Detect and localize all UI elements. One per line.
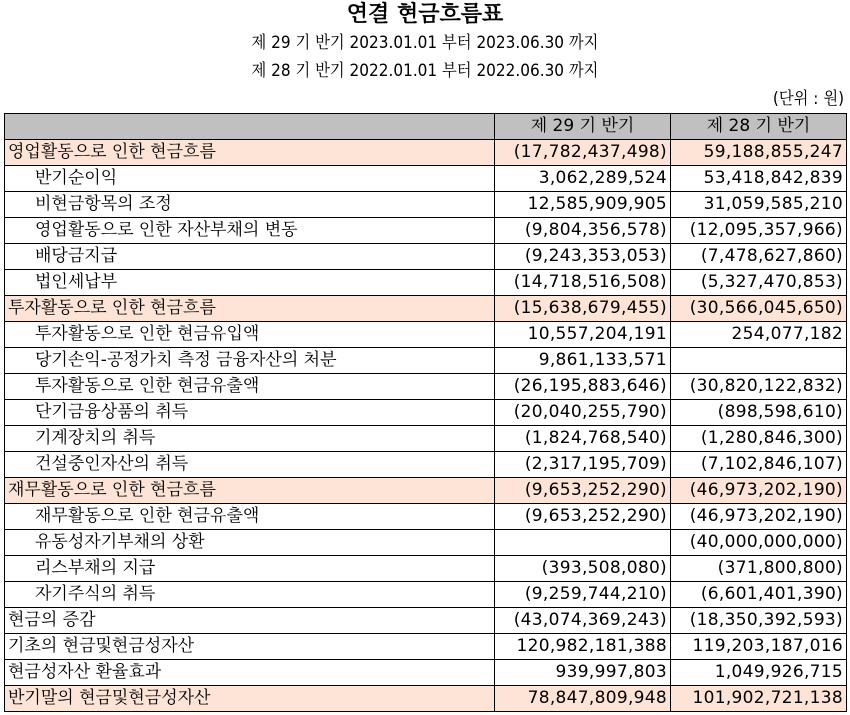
table-row [5, 192, 847, 218]
row-prior: (46,973,202,190) [671, 478, 847, 504]
row-current: 3,062,289,524 [495, 166, 671, 192]
row-prior: (30,820,122,832) [671, 374, 847, 400]
row-prior: (6,601,401,390) [671, 582, 847, 608]
table-row [5, 218, 847, 244]
row-prior: (7,478,627,860) [671, 244, 847, 270]
row-current: (14,718,516,508) [495, 270, 671, 296]
table-row [5, 296, 847, 322]
row-prior: (40,000,000,000) [671, 530, 847, 556]
row-current: 12,585,909,905 [495, 192, 671, 218]
row-current: 939,997,803 [495, 660, 671, 686]
row-label: 투자활동으로 인한 현금흐름 [5, 296, 495, 322]
row-current: (9,653,252,290) [495, 478, 671, 504]
row-label: 단기금융상품의 취득 [5, 400, 495, 426]
row-label: 현금의 증감 [5, 608, 495, 634]
row-current: (26,195,883,646) [495, 374, 671, 400]
table-row [5, 582, 847, 608]
row-current: (43,074,369,243) [495, 608, 671, 634]
table-row [5, 634, 847, 660]
header-row [5, 114, 847, 140]
row-label: 재무활동으로 인한 현금흐름 [5, 478, 495, 504]
row-prior: 53,418,842,839 [671, 166, 847, 192]
table-row [5, 478, 847, 504]
row-prior: (30,566,045,650) [671, 296, 847, 322]
table-row [5, 660, 847, 686]
table-row [5, 686, 847, 712]
row-prior: 254,077,182 [671, 322, 847, 348]
table-row [5, 556, 847, 582]
table-row [5, 374, 847, 400]
row-prior: 119,203,187,016 [671, 634, 847, 660]
row-label: 반기말의 현금및현금성자산 [5, 686, 495, 712]
document-title: 연결 현금흐름표 [346, 2, 504, 27]
row-prior: (5,327,470,853) [671, 270, 847, 296]
unit-label: (단위 : 원) [772, 89, 844, 109]
row-label: 기계장치의 취득 [5, 426, 495, 452]
row-label: 유동성자기부채의 상환 [5, 530, 495, 556]
table-row [5, 322, 847, 348]
row-label: 자기주식의 취득 [5, 582, 495, 608]
table-row [5, 504, 847, 530]
row-label: 기초의 현금및현금성자산 [5, 634, 495, 660]
table-row [5, 426, 847, 452]
row-current: (17,782,437,498) [495, 140, 671, 166]
row-prior: 59,188,855,247 [671, 140, 847, 166]
row-current: (393,508,080) [495, 556, 671, 582]
row-label: 반기순이익 [5, 166, 495, 192]
header-prior: 제 28 기 반기 [671, 114, 847, 140]
row-prior [671, 348, 847, 374]
header-label [5, 114, 495, 140]
row-current: (9,804,356,578) [495, 218, 671, 244]
row-prior: (46,973,202,190) [671, 504, 847, 530]
period-current: 제 29 기 반기 2023.01.01 부터 2023.06.30 까지 [251, 33, 599, 53]
row-label: 당기손익-공정가치 측정 금융자산의 처분 [5, 348, 495, 374]
row-label: 건설중인자산의 취득 [5, 452, 495, 478]
row-current: (9,259,744,210) [495, 582, 671, 608]
row-current: (2,317,195,709) [495, 452, 671, 478]
table-row [5, 452, 847, 478]
table-row [5, 400, 847, 426]
row-current: 78,847,809,948 [495, 686, 671, 712]
row-label: 재무활동으로 인한 현금유출액 [5, 504, 495, 530]
row-prior: (18,350,392,593) [671, 608, 847, 634]
table-row [5, 244, 847, 270]
row-prior: 31,059,585,210 [671, 192, 847, 218]
row-label: 비현금항목의 조정 [5, 192, 495, 218]
row-prior: 1,049,926,715 [671, 660, 847, 686]
row-prior: (7,102,846,107) [671, 452, 847, 478]
row-label: 배당금지급 [5, 244, 495, 270]
row-current: (9,243,353,053) [495, 244, 671, 270]
row-prior: (898,598,610) [671, 400, 847, 426]
table-row [5, 166, 847, 192]
row-current: (20,040,255,790) [495, 400, 671, 426]
table-row [5, 348, 847, 374]
cash-flow-table [4, 113, 847, 712]
row-current: 120,982,181,388 [495, 634, 671, 660]
row-current: 9,861,133,571 [495, 348, 671, 374]
row-label: 현금성자산 환율효과 [5, 660, 495, 686]
period-prior: 제 28 기 반기 2022.01.01 부터 2022.06.30 까지 [251, 61, 599, 81]
table-row [5, 270, 847, 296]
row-current: (15,638,679,455) [495, 296, 671, 322]
row-current: 10,557,204,191 [495, 322, 671, 348]
table-row [5, 140, 847, 166]
row-label: 투자활동으로 인한 현금유출액 [5, 374, 495, 400]
table-row [5, 530, 847, 556]
row-current: (1,824,768,540) [495, 426, 671, 452]
row-label: 영업활동으로 인한 현금흐름 [5, 140, 495, 166]
row-label: 투자활동으로 인한 현금유입액 [5, 322, 495, 348]
row-prior: (1,280,846,300) [671, 426, 847, 452]
row-prior: 101,902,721,138 [671, 686, 847, 712]
header-current: 제 29 기 반기 [495, 114, 671, 140]
row-prior: (12,095,357,966) [671, 218, 847, 244]
row-current: (9,653,252,290) [495, 504, 671, 530]
row-label: 리스부채의 지급 [5, 556, 495, 582]
row-label: 법인세납부 [5, 270, 495, 296]
row-label: 영업활동으로 인한 자산부채의 변동 [5, 218, 495, 244]
row-prior: (371,800,800) [671, 556, 847, 582]
table-row [5, 608, 847, 634]
row-current [495, 530, 671, 556]
